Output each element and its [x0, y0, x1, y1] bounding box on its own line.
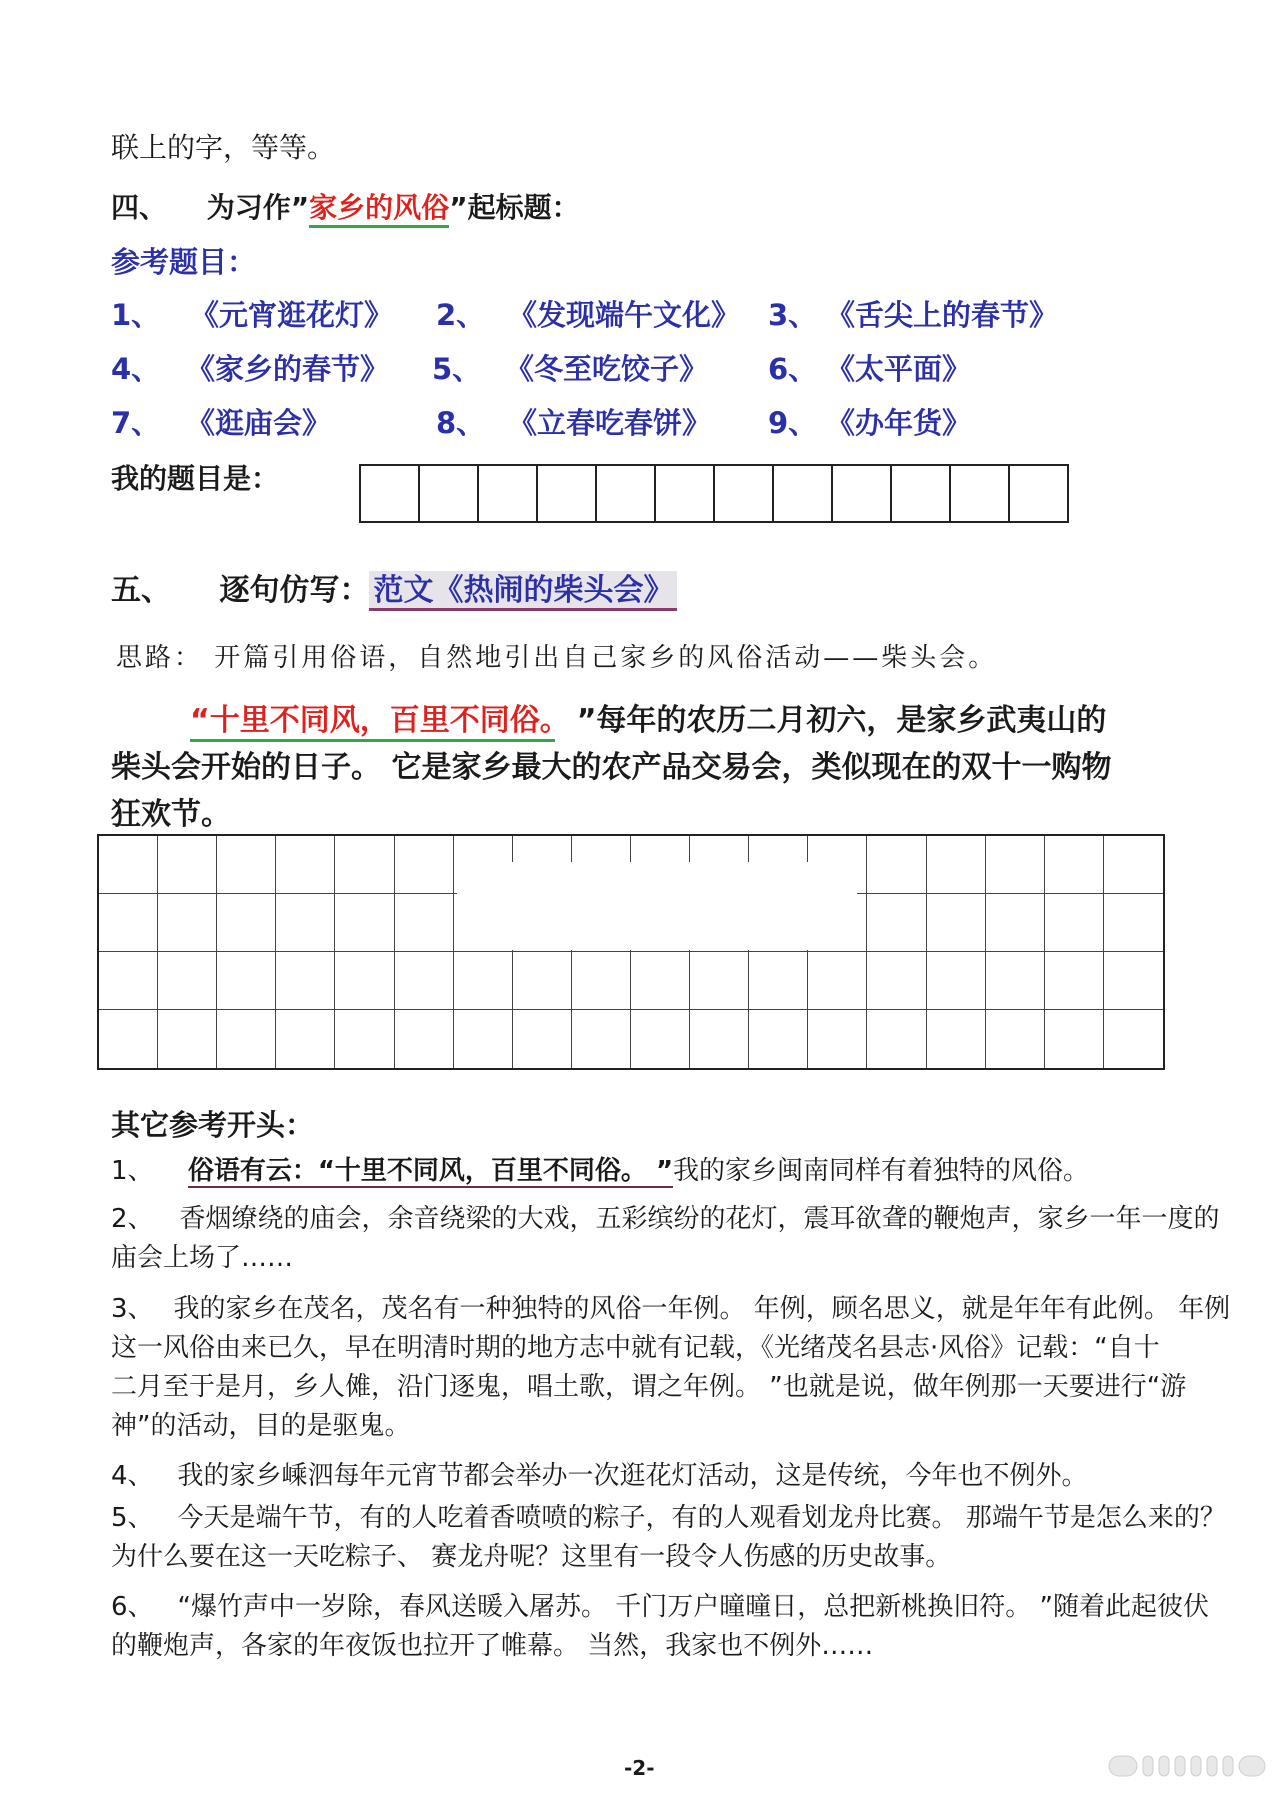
grid-cell[interactable] — [513, 952, 572, 1010]
model-line-1 — [190, 695, 1106, 739]
opening-lead-1: 俗语有云：“十里不同风，百里不同俗。 ” — [187, 1156, 674, 1186]
opening-num-6: 6、 — [111, 1592, 154, 1622]
grid-cell[interactable] — [99, 1010, 158, 1068]
grid-cell[interactable] — [927, 894, 986, 952]
title-item-3: 《舌尖上的春节》 — [826, 298, 1059, 332]
grid-cell[interactable] — [986, 894, 1045, 952]
opening-line-3-1: 我的家乡在茂名，茂名有一种独特的风俗一年例。 年例，顾名思义，就是年年有此例。 年例 — [173, 1294, 1231, 1324]
title-box-cell[interactable] — [890, 464, 951, 523]
title-num-4: 4、 — [111, 352, 161, 386]
other-openings-heading: 其它参考开头： — [111, 1108, 315, 1142]
title-item-1: 《元宵逛花灯》 — [190, 298, 394, 332]
grid-cell[interactable] — [335, 894, 394, 952]
title-box-cell[interactable] — [595, 464, 656, 523]
grid-cell[interactable] — [395, 836, 454, 894]
grid-cell[interactable] — [276, 1010, 335, 1068]
opening-line-2-2: 庙会上场了…… — [111, 1243, 294, 1273]
page-number: -2- — [624, 1756, 655, 1780]
section5-heading — [111, 565, 677, 609]
title-num-6: 6、 — [768, 352, 818, 386]
grid-cell[interactable] — [1045, 894, 1104, 952]
section4-topic: 家乡的风俗 — [309, 191, 449, 228]
grid-cell[interactable] — [867, 894, 926, 952]
grid-cell[interactable] — [986, 1010, 1045, 1068]
grid-cell[interactable] — [335, 952, 394, 1010]
title-box-cell[interactable] — [418, 464, 479, 523]
grid-cell[interactable] — [1104, 836, 1163, 894]
grid-erased-area — [457, 862, 857, 950]
grid-cell[interactable] — [99, 894, 158, 952]
grid-cell[interactable] — [631, 1010, 690, 1068]
title-num-7: 7、 — [111, 406, 161, 440]
intro-tail-text: 联上的字，等等。 — [111, 131, 336, 164]
model-line-1-rest: ”每年的农历二月初六，是家乡武夷山的 — [576, 703, 1107, 738]
section4-text-a: 为习作” — [206, 191, 310, 224]
grid-cell[interactable] — [808, 952, 867, 1010]
opening-line-5-2: 为什么要在这一天吃粽子、 赛龙舟呢？这里有一段令人伤感的历史故事。 — [111, 1542, 952, 1572]
grid-cell[interactable] — [335, 836, 394, 894]
grid-cell[interactable] — [986, 952, 1045, 1010]
grid-cell[interactable] — [454, 952, 513, 1010]
title-num-9: 9、 — [768, 406, 818, 440]
grid-cell[interactable] — [158, 952, 217, 1010]
section4-heading — [111, 186, 580, 226]
opening-line-3-3: 二月至于是月，乡人傩，沿门逐鬼，唱土歌，谓之年例。 ”也就是说，做年例那一天要进行“游 — [111, 1372, 1187, 1402]
opening-num-5: 5、 — [111, 1503, 154, 1533]
grid-cell[interactable] — [276, 836, 335, 894]
grid-cell[interactable] — [867, 1010, 926, 1068]
grid-cell[interactable] — [99, 952, 158, 1010]
opening-line-5-1: 今天是端午节，有的人吃着香喷喷的粽子，有的人观看划龙舟比赛。 那端午节是怎么来的？ — [177, 1503, 1226, 1533]
opening-line-4-1: 我的家乡嵊泗每年元宵节都会举办一次逛花灯活动，这是传统，今年也不例外。 — [177, 1461, 1088, 1491]
grid-cell[interactable] — [513, 1010, 572, 1068]
opening-item-6 — [111, 1588, 1209, 1666]
title-item-7: 《逛庙会》 — [186, 406, 332, 440]
grid-cell[interactable] — [927, 836, 986, 894]
grid-cell[interactable] — [335, 1010, 394, 1068]
grid-cell[interactable] — [276, 952, 335, 1010]
model-line-3: 狂欢节。 — [111, 797, 231, 832]
opening-line-6-1: “爆竹声中一岁除，春风送暖入屠苏。 千门万户曈曈日，总把新桃换旧符。 ”随着此起彼伏 — [177, 1592, 1210, 1622]
grid-cell[interactable] — [749, 952, 808, 1010]
opening-item-3 — [111, 1290, 1230, 1446]
opening-num-2: 2、 — [111, 1204, 154, 1234]
opening-item-5 — [111, 1499, 1226, 1577]
grid-cell[interactable] — [217, 952, 276, 1010]
grid-cell[interactable] — [572, 952, 631, 1010]
title-num-5: 5、 — [432, 352, 482, 386]
title-box-cell[interactable] — [477, 464, 538, 523]
grid-cell[interactable] — [158, 894, 217, 952]
section5-text: 逐句仿写： — [219, 573, 370, 608]
grid-cell[interactable] — [1104, 894, 1163, 952]
grid-cell[interactable] — [99, 836, 158, 894]
my-title-label: 我的题目是： — [111, 462, 280, 495]
grid-cell[interactable] — [927, 1010, 986, 1068]
grid-cell[interactable] — [395, 894, 454, 952]
opening-line-6-2: 的鞭炮声，各家的年夜饭也拉开了帷幕。 当然，我家也不例外…… — [111, 1631, 874, 1661]
title-item-4: 《家乡的春节》 — [186, 352, 390, 386]
opening-num-4: 4、 — [111, 1461, 154, 1491]
title-num-3: 3、 — [768, 298, 818, 332]
grid-cell[interactable] — [217, 836, 276, 894]
grid-cell[interactable] — [867, 836, 926, 894]
opening-line-1-1: 我的家乡闽南同样有着独特的风俗。 — [673, 1156, 1090, 1186]
opening-item-4 — [111, 1457, 1088, 1496]
title-box-cell[interactable] — [949, 464, 1010, 523]
title-num-2: 2、 — [436, 298, 486, 332]
grid-cell[interactable] — [749, 1010, 808, 1068]
grid-cell[interactable] — [927, 952, 986, 1010]
opening-item-2 — [111, 1200, 1220, 1278]
scroll-indicator[interactable] — [1107, 1752, 1269, 1780]
opening-line-3-2: 这一风俗由来已久，早在明清时期的地方志中就有记载，《光绪茂名县志·风俗》记载：“自十 — [111, 1333, 1160, 1363]
title-item-2: 《发现端午文化》 — [508, 298, 741, 332]
grid-cell[interactable] — [276, 894, 335, 952]
scroll-indicator-icon — [1107, 1752, 1269, 1780]
title-item-5: 《冬至吃饺子》 — [505, 352, 709, 386]
grid-cell[interactable] — [808, 1010, 867, 1068]
grid-cell[interactable] — [690, 952, 749, 1010]
title-box-cell[interactable] — [1008, 464, 1069, 523]
section4-number: 四、 — [111, 191, 168, 224]
section4-text-b: ”起标题： — [449, 191, 580, 224]
model-quote: “十里不同风，百里不同俗。 — [190, 703, 555, 742]
thinking-note: 思路： 开篇引用俗语，自然地引出自己家乡的风俗活动——柴头会。 — [116, 643, 998, 673]
grid-cell[interactable] — [631, 952, 690, 1010]
grid-cell[interactable] — [395, 1010, 454, 1068]
title-box-cell[interactable] — [359, 464, 420, 523]
title-item-6: 《太平面》 — [826, 352, 972, 386]
grid-cell[interactable] — [986, 836, 1045, 894]
grid-cell[interactable] — [690, 1010, 749, 1068]
grid-cell[interactable] — [158, 1010, 217, 1068]
grid-cell[interactable] — [395, 952, 454, 1010]
grid-cell[interactable] — [217, 1010, 276, 1068]
title-box-cell[interactable] — [772, 464, 833, 523]
opening-num-1: 1、 — [111, 1156, 154, 1186]
title-box-cell[interactable] — [536, 464, 597, 523]
grid-cell[interactable] — [1045, 836, 1104, 894]
title-item-8: 《立春吃春饼》 — [508, 406, 712, 440]
grid-cell[interactable] — [454, 1010, 513, 1068]
title-box-cell[interactable] — [654, 464, 715, 523]
grid-cell[interactable] — [158, 836, 217, 894]
section5-number: 五、 — [111, 573, 171, 608]
opening-num-3: 3、 — [111, 1294, 154, 1324]
grid-cell[interactable] — [1045, 952, 1104, 1010]
section5-model-title: 范文《热闹的柴头会》 — [369, 571, 677, 611]
title-box-cell[interactable] — [713, 464, 774, 523]
grid-cell[interactable] — [217, 894, 276, 952]
opening-line-2-1: 香烟缭绕的庙会，余音绕梁的大戏，五彩缤纷的花灯，震耳欲聋的鞭炮声，家乡一年一度的 — [179, 1204, 1220, 1234]
grid-cell[interactable] — [1045, 1010, 1104, 1068]
opening-line-3-4: 神”的活动，目的是驱鬼。 — [111, 1411, 411, 1441]
title-num-1: 1、 — [111, 298, 161, 332]
title-box-cell[interactable] — [831, 464, 892, 523]
grid-cell[interactable] — [572, 1010, 631, 1068]
reference-titles-label: 参考题目： — [111, 245, 257, 279]
title-num-8: 8、 — [436, 406, 486, 440]
grid-cell[interactable] — [1104, 952, 1163, 1010]
model-line-2: 柴头会开始的日子。 它是家乡最大的农产品交易会，类似现在的双十一购物 — [111, 750, 1112, 785]
title-item-9: 《办年货》 — [826, 406, 972, 440]
grid-cell[interactable] — [1104, 1010, 1163, 1068]
grid-cell[interactable] — [867, 952, 926, 1010]
my-title-boxes[interactable] — [359, 464, 1069, 523]
opening-item-1 — [111, 1152, 1089, 1191]
